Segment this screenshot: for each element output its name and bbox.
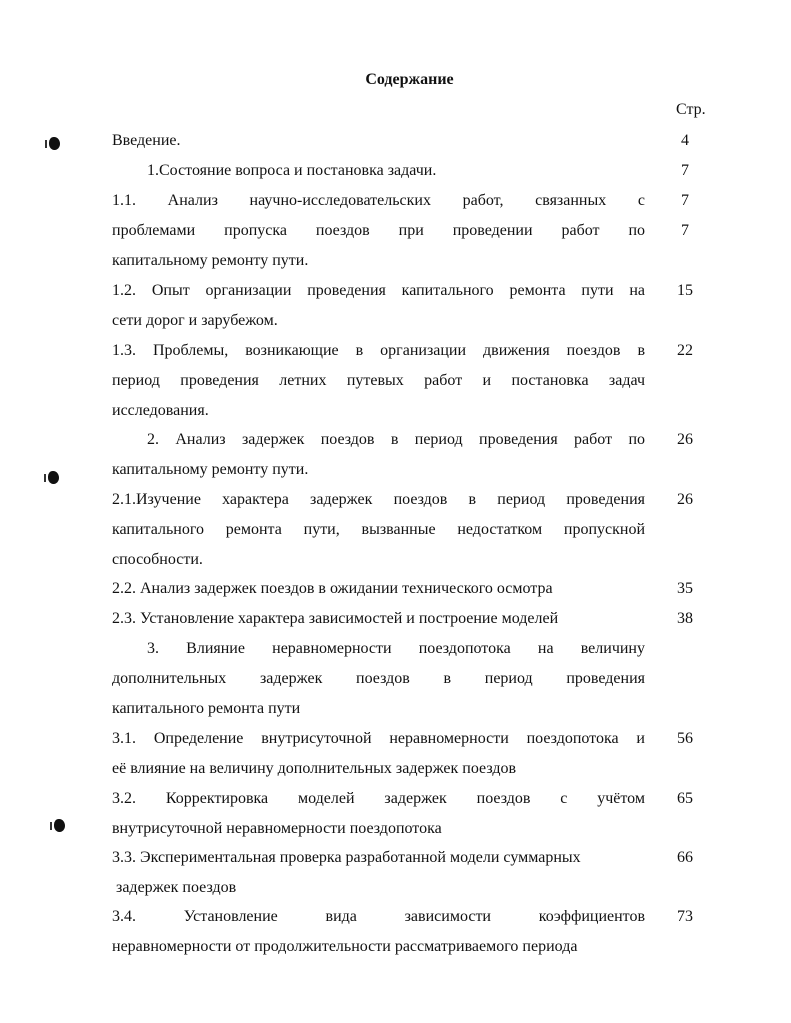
toc-entry-3-1 [112, 724, 645, 784]
toc-entry-line: дополнительных задержек поездов в период проведения [112, 670, 645, 687]
toc-entry-2-2 [112, 574, 645, 604]
toc-page-number: 26 [677, 431, 693, 448]
toc-entry-line: капитальному ремонту пути. [112, 461, 309, 478]
toc-entry-line: внутрисуточной неравномерности поездопотока [112, 820, 442, 837]
toc-page-number: 4 [681, 132, 689, 149]
toc-entry-line: капитальному ремонту пути. [112, 252, 309, 269]
toc-entry-1-3 [112, 336, 645, 426]
toc-entry-line: 2. Анализ задержек поездов в период проведения работ по [147, 431, 645, 448]
toc-entry-line: сети дорог и зарубежом. [112, 312, 278, 329]
toc-entry-line: 2.1.Изучение характера задержек поездов в период проведения [112, 491, 645, 508]
page-title: Содержание [365, 71, 454, 88]
toc-entry-chapter-3 [112, 634, 645, 724]
toc-page-number: 15 [677, 282, 693, 299]
punch-hole-mark [48, 471, 59, 484]
toc-entry-line: Введение. [112, 132, 181, 149]
toc-entry-line: 2.2. Анализ задержек поездов в ожидании технического осмотра [112, 580, 553, 597]
toc-entry-line: проблемами пропуска поездов при проведении работ по [112, 222, 645, 239]
toc-page-number: 7 [681, 162, 689, 179]
toc-entry-3-2 [112, 784, 645, 844]
toc-entry-line: её влияние на величину дополнительных задержек поездов [112, 760, 517, 777]
toc-page-number: 66 [677, 849, 693, 866]
toc-entry-line: способности. [112, 551, 203, 568]
toc-entry-chapter-1 [112, 156, 645, 186]
toc-entry-line: период проведения летних путевых работ и постановка задач [112, 372, 645, 389]
toc-page-number: 56 [677, 730, 693, 747]
toc-entry-chapter-2 [112, 425, 645, 485]
toc-entry-line: 3.4. Установление вида зависимости коэффициентов [112, 908, 645, 925]
toc-page-number: 35 [677, 580, 693, 597]
toc-entry-3-3 [112, 843, 645, 903]
toc-page-number: 73 [677, 908, 693, 925]
toc-entry-1-2 [112, 276, 645, 336]
toc-entry-line: задержек поездов [116, 879, 237, 896]
toc-entry-line: капитального ремонта пути, вызванные недостатком пропускной [112, 521, 645, 538]
toc-entry-2-3 [112, 604, 645, 634]
punch-hole-mark [49, 137, 60, 150]
toc-entry-line: исследования. [112, 402, 209, 419]
toc-entry-line: капитального ремонта пути [112, 700, 301, 717]
toc-entry-2-1 [112, 485, 645, 575]
toc-entry-3-4 [112, 902, 645, 962]
toc-page-number: 22 [677, 342, 693, 359]
toc-page-number: 7 [681, 192, 689, 209]
toc-entry-line: 3.3. Экспериментальная проверка разработанной модели суммарных [112, 849, 581, 866]
toc-entry-1-1 [112, 186, 645, 216]
toc-entry-introduction [112, 126, 645, 156]
page-column-label: Стр. [676, 101, 706, 118]
toc-page-number: 38 [677, 610, 693, 627]
toc-entry-line: 1.2. Опыт организации проведения капитального ремонта пути на [112, 282, 645, 299]
toc-entry-line: неравномерности от продолжительности рассматриваемого периода [112, 938, 578, 955]
toc-entry-line: 1.Состояние вопроса и постановка задачи. [147, 162, 437, 179]
punch-hole-mark [54, 819, 65, 832]
toc-page-number: 65 [677, 790, 693, 807]
toc-entry-line: 3. Влияние неравномерности поездопотока на величину [147, 640, 645, 657]
toc-page-number: 7 [681, 222, 689, 239]
toc-entry-1-1-cont [112, 216, 645, 276]
toc-entry-line: 2.3. Установление характера зависимостей и построение моделей [112, 610, 559, 627]
toc-entry-line: 3.2. Корректировка моделей задержек поездов с учётом [112, 790, 645, 807]
toc-entry-line: 3.1. Определение внутрисуточной неравномерности поездопотока и [112, 730, 645, 747]
toc-entry-line: 1.1. Анализ научно-исследовательских работ, связанных с [112, 192, 645, 209]
toc-entry-line: 1.3. Проблемы, возникающие в организации движения поездов в [112, 342, 645, 359]
toc-page-number: 26 [677, 491, 693, 508]
